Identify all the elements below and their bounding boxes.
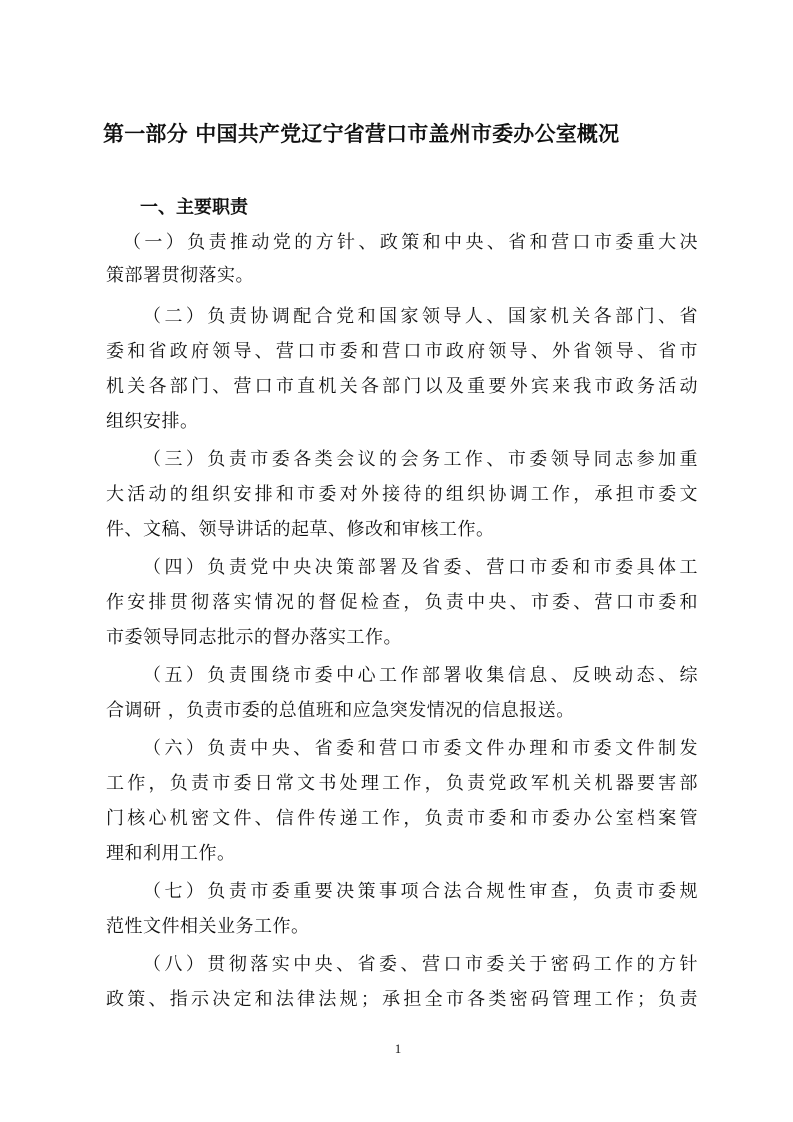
text-line: （二）负责协调配合党和国家领导人、国家机关各部门、省: [143, 306, 698, 327]
text-line: 组织安排。: [106, 411, 199, 432]
text-line: 作安排贯彻落实情况的督促检查，负责中央、市委、营口市委和: [106, 592, 698, 613]
section-heading: 一、主要职责: [140, 197, 248, 218]
page-title: 第一部分 中国共产党辽宁省营口市盖州市委办公室概况: [103, 122, 620, 146]
text-line: （三）负责市委各类会议的会务工作、市委领导同志参加重: [143, 449, 698, 470]
text-line: （八）贯彻落实中央、省委、营口市委关于密码工作的方针: [143, 954, 698, 975]
text-line: 门核心机密文件、信件传递工作，负责市委和市委办公室档案管: [106, 808, 698, 829]
text-line: （一）负责推动党的方针、政策和中央、省和营口市委重大决: [123, 232, 698, 253]
text-line: 合调研 ，负责市委的总值班和应急突发情况的信息报送。: [106, 700, 575, 721]
text-line: 机关各部门、营口市直机关各部门以及重要外宾来我市政务活动: [106, 376, 698, 397]
text-line: 件、文稿、领导讲话的起草、修改和审核工作。: [106, 519, 495, 540]
text-line: （七）负责市委重要决策事项合法合规性审查，负责市委规: [143, 881, 698, 902]
text-line: 理和利用工作。: [106, 843, 236, 864]
text-line: 范性文件相关业务工作。: [106, 916, 310, 937]
text-line: （六）负责中央、省委和营口市委文件办理和市委文件制发: [143, 738, 698, 759]
page-number: 1: [394, 1041, 402, 1056]
text-line: 工作，负责市委日常文书处理工作，负责党政军机关机器要害部: [106, 773, 698, 794]
text-line: 市委领导同志批示的督办落实工作。: [106, 627, 402, 648]
text-line: （五）负责围绕市委中心工作部署收集信息、反映动态、综: [143, 665, 698, 686]
text-line: 策部署贯彻落实。: [106, 265, 254, 286]
text-line: 大活动的组织安排和市委对外接待的组织协调工作，承担市委文: [106, 484, 698, 505]
text-line: （四）负责党中央决策部署及省委、营口市委和市委具体工: [143, 557, 698, 578]
text-line: 委和省政府领导、营口市委和营口市政府领导、外省领导、省市: [106, 341, 698, 362]
text-line: 政策、指示决定和法律法规；承担全市各类密码管理工作；负责: [106, 989, 698, 1010]
